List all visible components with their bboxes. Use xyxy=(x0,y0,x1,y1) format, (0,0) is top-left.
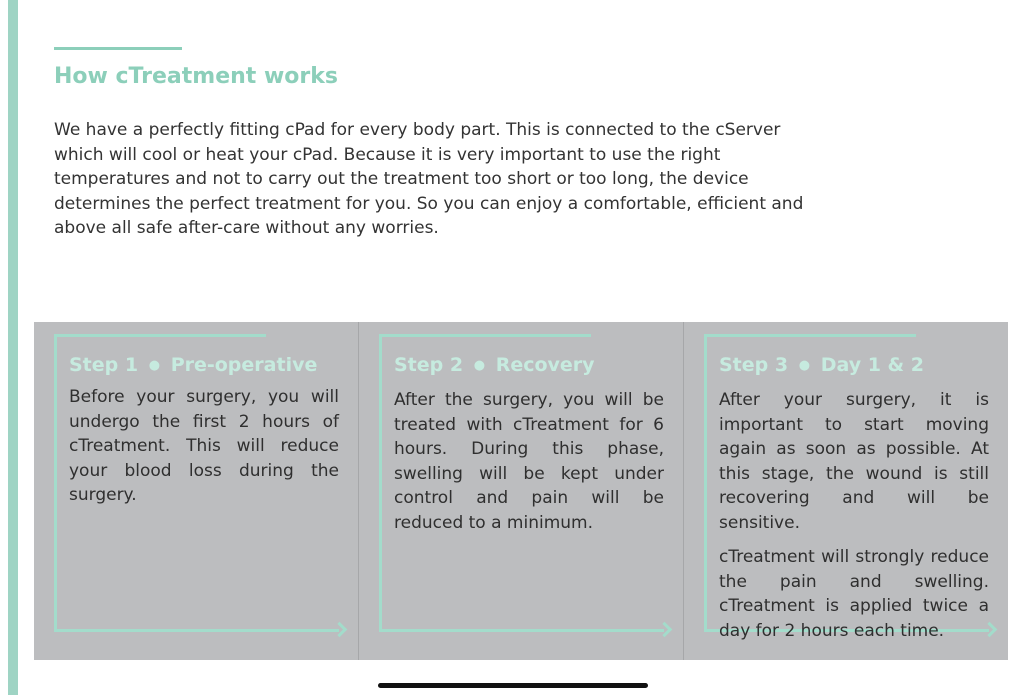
frame-bottom-line xyxy=(379,629,664,632)
arrow-right-icon xyxy=(332,622,348,638)
step-card-1 xyxy=(34,322,359,660)
step-number: Step 3 xyxy=(719,354,789,376)
frame-left-line xyxy=(54,334,57,632)
step-title xyxy=(69,354,317,376)
step-card-2 xyxy=(359,322,684,660)
step-name: Recovery xyxy=(495,354,595,376)
step-number: Step 1 xyxy=(69,354,139,376)
step-body xyxy=(719,388,989,653)
step-name: Pre-operative xyxy=(170,354,318,376)
step-name: Day 1 & 2 xyxy=(820,354,924,376)
frame-left-line xyxy=(704,334,707,632)
arrow-right-icon xyxy=(657,622,673,638)
frame-top-line xyxy=(379,334,591,337)
step-paragraph: cTreatment will strongly reduce the pain and swelling. cTreatment is applied twice a day for 2 hours each time. xyxy=(719,547,989,641)
step-body xyxy=(394,388,664,545)
page-heading: How cTreatment works xyxy=(54,64,338,89)
frame-bottom-line xyxy=(54,629,339,632)
left-accent-bar xyxy=(8,0,18,695)
home-indicator[interactable] xyxy=(378,683,648,688)
step-paragraph: After the surgery, you will be treated with cTreatment for 6 hours. During this phase, swelling will be kept under control and pain will be reduced to a minimum. xyxy=(394,390,664,533)
heading-rule xyxy=(54,47,182,50)
step-title xyxy=(394,354,595,376)
bullet-icon: ● xyxy=(798,358,811,373)
step-title xyxy=(719,354,924,376)
bullet-icon: ● xyxy=(148,358,161,373)
step-card-3 xyxy=(684,322,1008,660)
steps-panel xyxy=(34,322,1008,660)
bullet-icon: ● xyxy=(473,358,486,373)
frame-top-line xyxy=(54,334,266,337)
step-body xyxy=(69,385,339,518)
step-paragraph: Before your surgery, you will undergo the first 2 hours of cTreatment. This will reduce your blood loss during the surgery. xyxy=(69,387,339,505)
intro-paragraph: We have a perfectly fitting cPad for every body part. This is connected to the cServer which will cool or heat your cPad. Because it is very important to use the right temperatures and not to carry out the treatment too short or too long, the device determines the perfect treatment for you. So you can enjoy a comfortable, efficient and above all safe after-care without any worries. xyxy=(54,120,804,238)
step-paragraph: After your surgery, it is important to start moving again as soon as possible. At this stage, the wound is still recovering and will be sensitive. xyxy=(719,390,989,533)
frame-top-line xyxy=(704,334,916,337)
step-number: Step 2 xyxy=(394,354,464,376)
frame-left-line xyxy=(379,334,382,632)
